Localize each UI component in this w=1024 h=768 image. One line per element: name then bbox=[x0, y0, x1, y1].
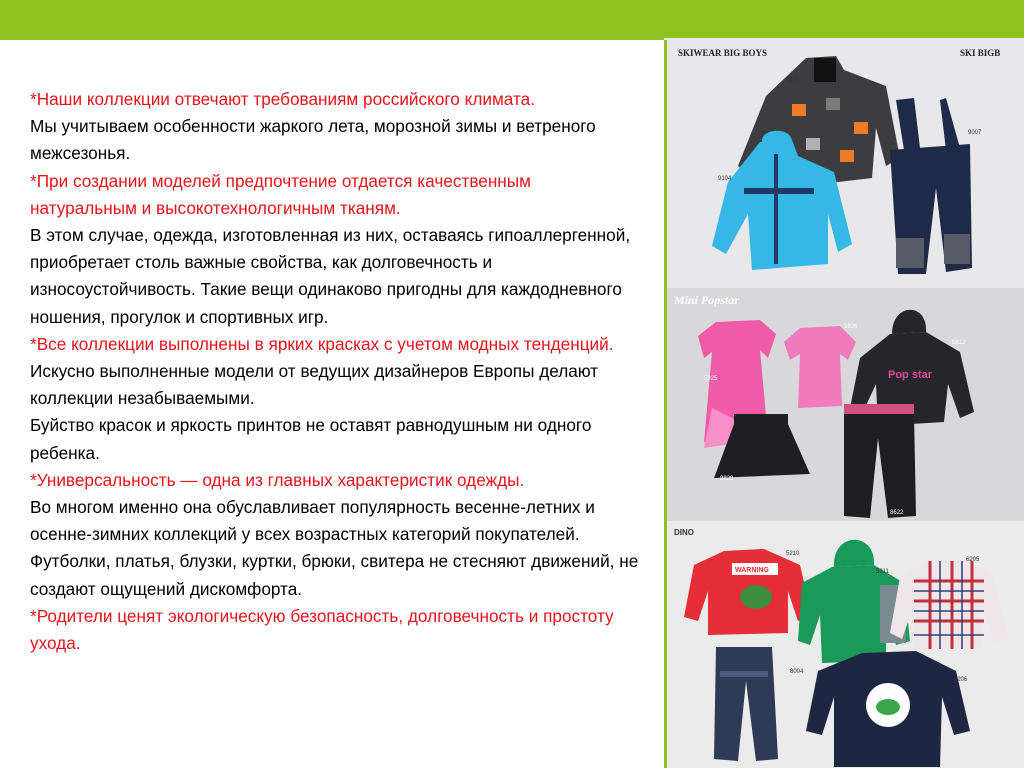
photo-column-edge bbox=[664, 40, 667, 768]
code-label: 5311 bbox=[876, 569, 889, 575]
code-label: 5210 bbox=[786, 551, 800, 557]
code-label: 5926 bbox=[844, 324, 858, 330]
code-label: 5206 bbox=[954, 677, 968, 683]
body-paragraph: Во многом именно она обуславливает популярность весенне-летних и осенне-зимних коллекций у всех возрастных категорий покупателей. bbox=[30, 497, 595, 545]
popstar-brand: Mini Popstar bbox=[674, 293, 740, 307]
product-photo-column bbox=[664, 38, 1024, 768]
highlight-paragraph: *При создании моделей предпочтение отдается качественным натуральным и высокотехнологичным тканям. bbox=[30, 170, 531, 218]
code-label: 5812 bbox=[952, 340, 966, 346]
body-paragraph: Искусно выполненные модели от ведущих дизайнеров Европы делают коллекции незабываемыми. bbox=[30, 361, 599, 409]
code-label: 8829 bbox=[720, 476, 734, 482]
code-label: 8622 bbox=[890, 510, 904, 516]
skiwear-title-right: SKI BIGB bbox=[960, 48, 1001, 58]
highlight-paragraph: *Универсальность — одна из главных характеристик одежды. bbox=[30, 469, 525, 490]
popstar-photo bbox=[664, 288, 1024, 521]
body-paragraph: В этом случае, одежда, изготовленная из них, оставаясь гипоаллергенной, приобретает столь важные свойства, как долговечность и износоустойчивость. Такие вещи одинаково пригодны для каждодневного ношения, прогулок и спортивных игр. bbox=[30, 225, 631, 327]
body-paragraph: Мы учитываем особенности жаркого лета, морозной зимы и ветреного межсезонья. bbox=[30, 116, 596, 164]
code-label: 9104 bbox=[718, 176, 732, 182]
collection-description bbox=[30, 86, 640, 657]
body-paragraph: Футболки, платья, блузки, куртки, брюки, свитера не стесняют движений, не создают ощущений дискомфорта. bbox=[30, 551, 639, 599]
highlight-paragraph: *Все коллекции выполнены в ярких красках с учетом модных тенденций. bbox=[30, 333, 614, 354]
top-accent-bar bbox=[0, 0, 1024, 40]
popstar-print: Pop star bbox=[888, 369, 933, 381]
code-label: 9105 bbox=[786, 78, 800, 84]
dino-photo bbox=[664, 521, 1024, 768]
skiwear-title-left: SKIWEAR BIG BOYS bbox=[678, 48, 768, 58]
highlight-paragraph: *Наши коллекции отвечают требованиям российского климата. bbox=[30, 89, 535, 109]
dino-brand: DINO bbox=[674, 528, 694, 537]
dino-print: WARNING bbox=[735, 567, 769, 574]
code-label: 8004 bbox=[790, 669, 804, 675]
code-label: 5925 bbox=[704, 376, 718, 382]
body-paragraph: Буйство красок и яркость принтов не оставят равнодушным ни одного ребенка. bbox=[30, 415, 592, 463]
skiwear-photo bbox=[664, 38, 1024, 288]
code-label: 6205 bbox=[966, 557, 980, 563]
code-label: 9007 bbox=[968, 130, 982, 136]
highlight-paragraph: *Родители ценят экологическую безопасность, долговечность и простоту ухода. bbox=[30, 605, 614, 654]
